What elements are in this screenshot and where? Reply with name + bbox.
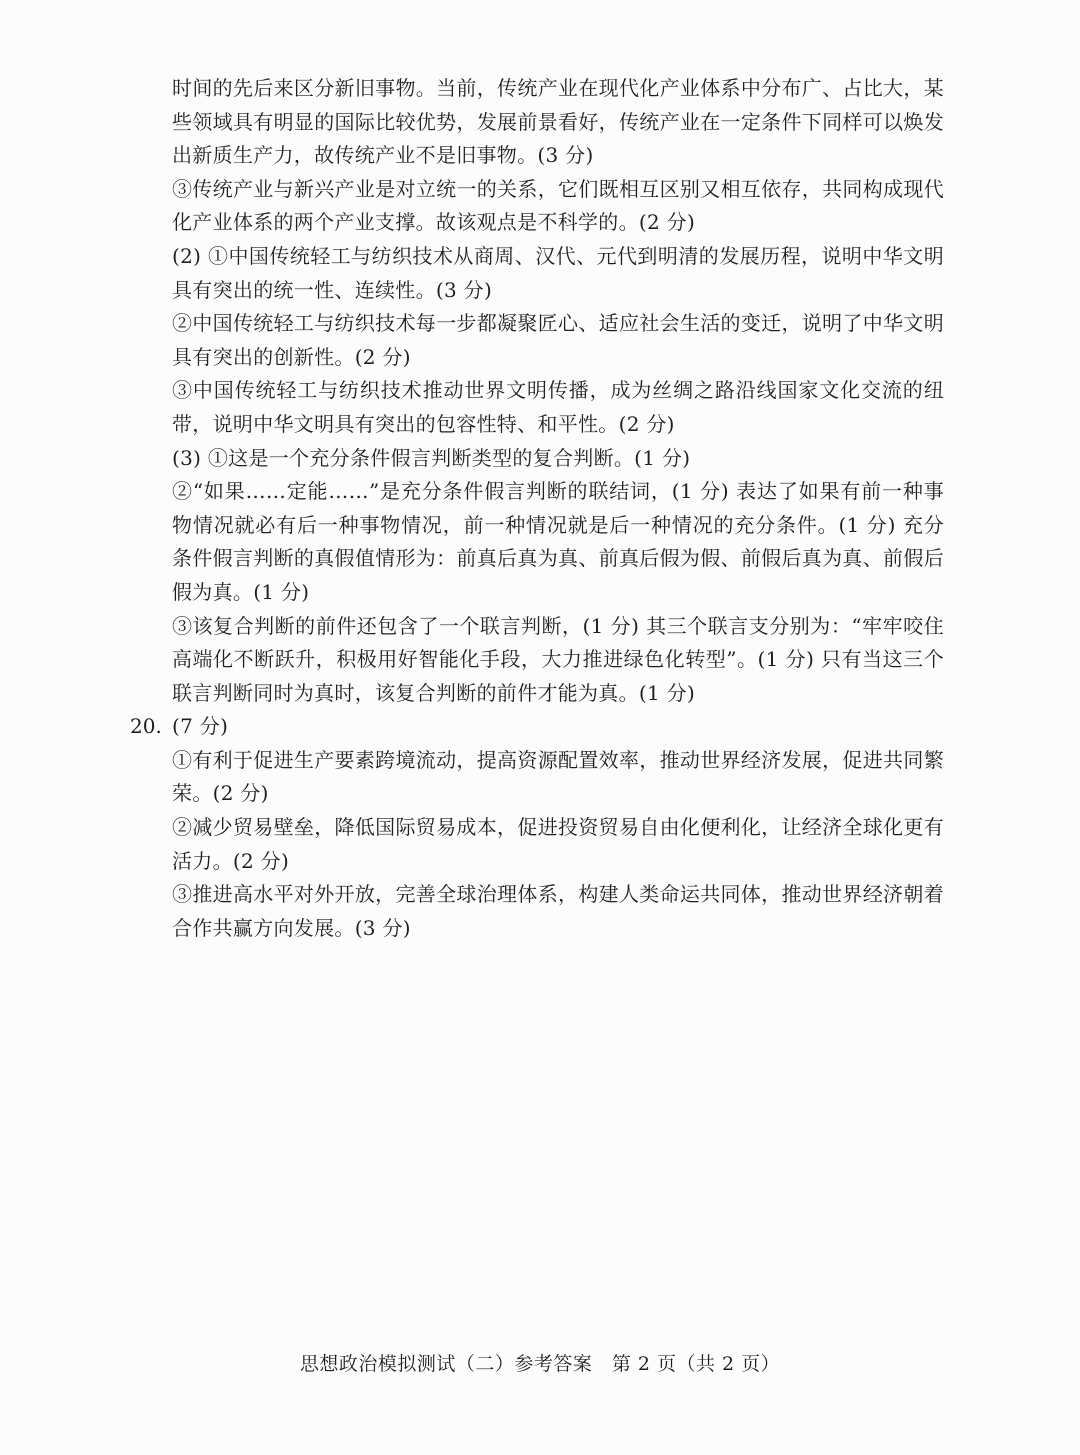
question-20-header	[130, 710, 944, 744]
answer-paragraph: ③中国传统轻工与纺织技术推动世界文明传播，成为丝绸之路沿线国家文化交流的纽带，说明中华文明具有突出的包容性特、和平性。(2 分)	[172, 378, 944, 436]
answer-paragraph: ①有利于促进生产要素跨境流动，提高资源配置效率，推动世界经济发展，促进共同繁荣。(2 分)	[172, 747, 944, 806]
answer-paragraph: ②“如果……定能……”是充分条件假言判断的联结词，(1 分) 表达了如果有前一种事物情况就必有后一种事物情况，前一种情况就是后一种情况的充分条件。(1 分) 充分条件假言判断的真假值情形为：前真后真为真、前真后假为假、前假后真为真、前假后假为真。(1 分)	[172, 479, 944, 604]
answer-paragraph: ③传统产业与新兴产业是对立统一的关系，它们既相互区别又相互依存，共同构成现代化产业体系的两个产业支撑。故该观点是不科学的。(2 分)	[172, 176, 944, 235]
question-number: 20.	[130, 714, 162, 739]
answer-paragraph: ③该复合判断的前件还包含了一个联言判断，(1 分) 其三个联言支分别为：“牢牢咬住高端化不断跃升，积极用好智能化手段，大力推进绿色化转型”。(1 分) 只有当这三个联言判断同时为真时，该复合判断的前件才能为真。(1 分)	[172, 613, 944, 705]
page-footer: 思想政治模拟测试（二）参考答案 第 2 页（共 2 页）	[299, 1353, 781, 1375]
answer-paragraph: ③推进高水平对外开放，完善全球治理体系，构建人类命运共同体，推动世界经济朝着合作共赢方向发展。(3 分)	[172, 882, 944, 940]
answer-paragraph: ②减少贸易壁垒，降低国际贸易成本，促进投资贸易自由化便利化，让经济全球化更有活力。(2 分)	[172, 815, 944, 873]
question-score: (7 分)	[172, 714, 229, 739]
answer-paragraph: ②中国传统轻工与纺织技术每一步都凝聚匠心、适应社会生活的变迁，说明了中华文明具有突出的创新性。(2 分)	[172, 311, 944, 369]
answer-paragraph: 时间的先后来区分新旧事物。当前，传统产业在现代化产业体系中分布广、占比大，某些领域具有明显的国际比较优势，发展前景看好，传统产业在一定条件下同样可以焕发出新质生产力，故传统产业不是旧事物。(3 分)	[172, 76, 944, 168]
answer-paragraph: (3) ①这是一个充分条件假言判断类型的复合判断。(1 分)	[172, 445, 691, 470]
answer-content	[130, 72, 944, 945]
answer-paragraph: (2) ①中国传统轻工与纺织技术从商周、汉代、元代到明清的发展历程，说明中华文明具有突出的统一性、连续性。(3 分)	[172, 243, 944, 302]
